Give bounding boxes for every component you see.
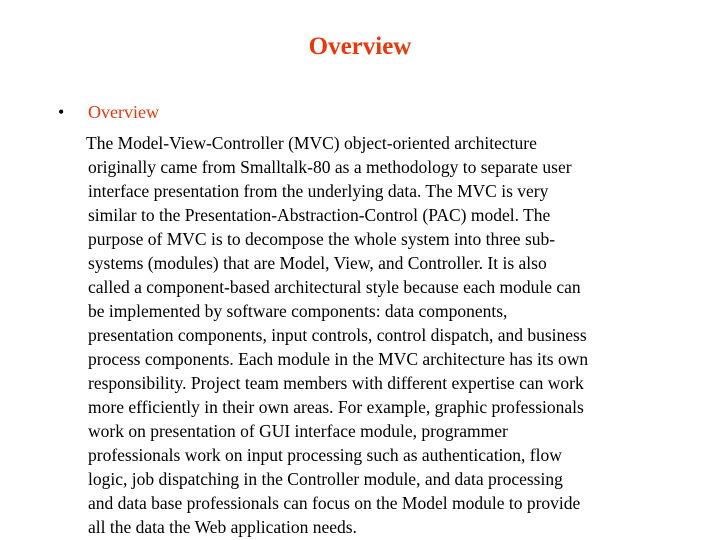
bullet-heading: Overview bbox=[88, 102, 159, 122]
body-line: called a component-based architectural style because each module can bbox=[88, 277, 581, 297]
body-line: presentation components, input controls, control dispatch, and business bbox=[88, 325, 587, 345]
body-line: purpose of MVC is to decompose the whole system into three sub- bbox=[88, 229, 556, 249]
slide-title: Overview bbox=[308, 33, 412, 60]
body-line: responsibility. Project team members with different expertise can work bbox=[88, 373, 584, 393]
body-line: more efficiently in their own areas. For example, graphic professionals bbox=[88, 397, 584, 417]
body-line: work on presentation of GUI interface module, programmer bbox=[88, 421, 508, 441]
body-line: and data base professionals can focus on the Model module to provide bbox=[88, 493, 581, 513]
body-line: similar to the Presentation-Abstraction-Control (PAC) model. The bbox=[88, 205, 551, 225]
body-line: systems (modules) that are Model, View, and Controller. It is also bbox=[88, 253, 547, 273]
body-line: originally came from Smalltalk-80 as a methodology to separate user bbox=[88, 157, 572, 177]
body-line: The Model-View-Controller (MVC) object-oriented architecture bbox=[86, 133, 537, 153]
body-line: logic, job dispatching in the Controller module, and data processing bbox=[88, 469, 563, 489]
body-line: be implemented by software components: data components, bbox=[88, 301, 508, 321]
bullet-marker: • bbox=[58, 102, 65, 122]
body-line: all the data the Web application needs. bbox=[88, 517, 357, 537]
body-line: professionals work on input processing such as authentication, flow bbox=[88, 445, 562, 465]
body-line: process components. Each module in the MVC architecture has its own bbox=[88, 349, 589, 369]
body-line: interface presentation from the underlying data. The MVC is very bbox=[88, 181, 549, 201]
body-text bbox=[88, 131, 688, 539]
